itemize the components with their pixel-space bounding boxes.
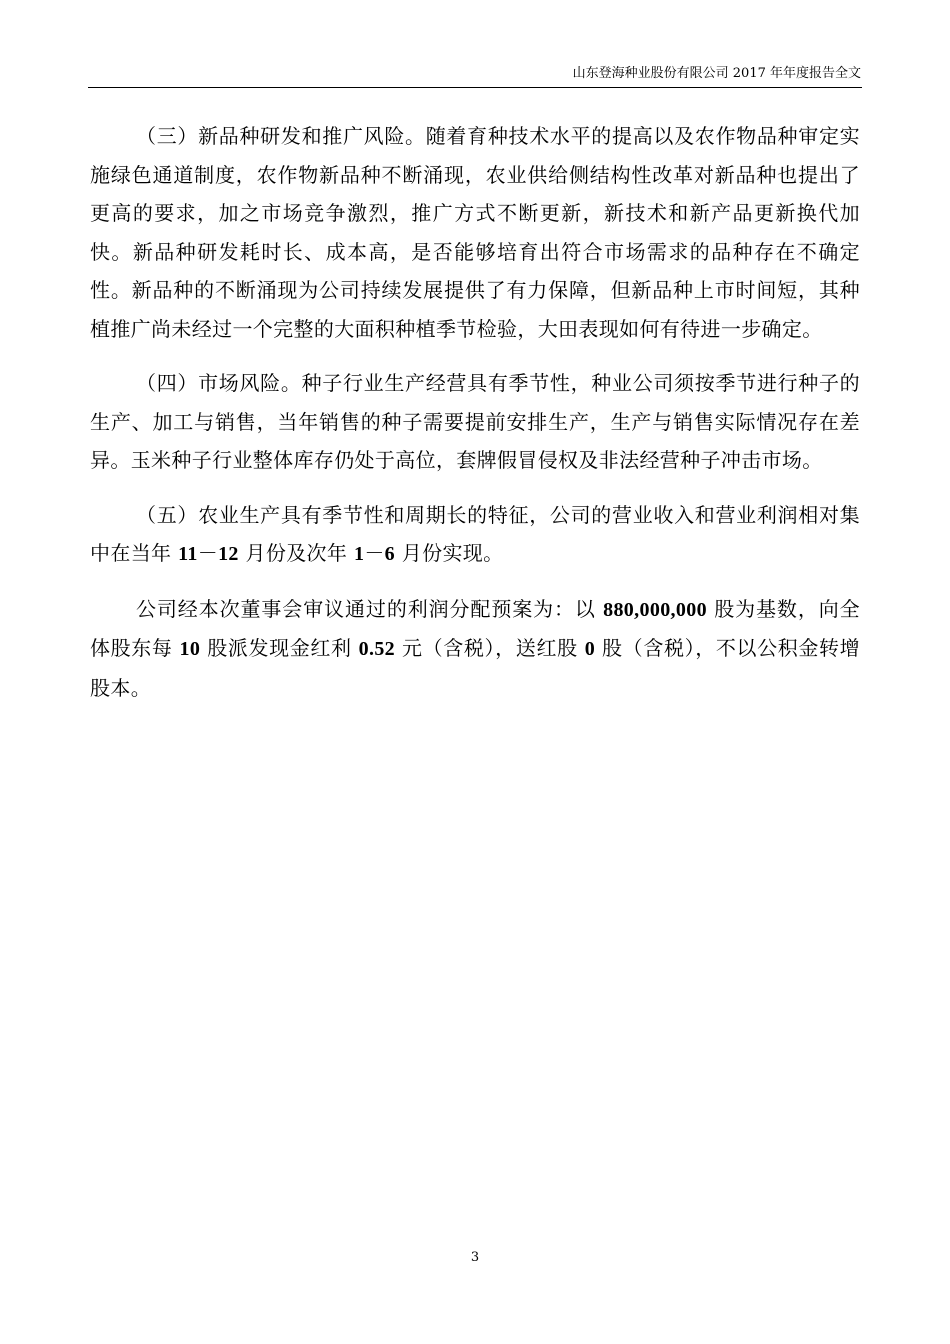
paragraph-profit-distribution bbox=[90, 590, 860, 708]
text-segment: 股为基数，向全体股东每 bbox=[90, 596, 860, 660]
text-segment: 股派发现金红利 bbox=[200, 636, 359, 660]
text-segment: 月份及次年 bbox=[238, 541, 354, 565]
paragraph-market-risk: （四）市场风险。种子行业生产经营具有季节性，种业公司须按季节进行种子的生产、加工与销售，当年销售的种子需要提前安排生产，生产与销售实际情况存在差异。玉米种子行业整体库存仍处于高位，套牌假冒侵权及非法经营种子冲击市场。 bbox=[90, 371, 860, 472]
header-divider bbox=[88, 87, 862, 88]
number: 1 bbox=[353, 543, 365, 565]
number: 0 bbox=[584, 638, 596, 660]
number: 10 bbox=[179, 638, 201, 660]
dash: － bbox=[197, 541, 219, 565]
text-segment: 股（含税），不以公积金转增股本。 bbox=[90, 636, 860, 700]
body-text bbox=[90, 117, 860, 723]
text-segment: （五）农业生产具有季节性和周期长的特征，公司的营业收入和营业利润相对集中在当年 bbox=[90, 502, 860, 565]
dash: － bbox=[364, 541, 385, 565]
page-number: 3 bbox=[470, 1250, 480, 1265]
number: 6 bbox=[384, 543, 396, 565]
number: 0.52 bbox=[358, 638, 396, 660]
paragraph-new-variety-risk: （三）新品种研发和推广风险。随着育种技术水平的提高以及农作物品种审定实施绿色通道制度，农作物新品种不断涌现，农业供给侧结构性改革对新品种也提出了更高的要求，加之市场竞争激烈，推广方式不断更新，新技术和新产品更新换代加快。新品种研发耗时长、成本高，是否能够培育出符合市场需求的品种存在不确定性。新品种的不断涌现为公司持续发展提供了有力保障，但新品种上市时间短，其种植推广尚未经过一个完整的大面积种植季节检验，大田表现如何有待进一步确定。 bbox=[90, 124, 860, 341]
text-segment: 元（含税），送红股 bbox=[395, 636, 585, 660]
paragraph-seasonality bbox=[90, 496, 860, 574]
text-segment: 月份实现。 bbox=[395, 541, 504, 565]
text-segment: 公司经本次董事会审议通过的利润分配预案为：以 bbox=[136, 596, 604, 621]
number: 880,000,000 bbox=[603, 598, 707, 621]
number: 12 bbox=[218, 543, 239, 565]
page-header: 山东登海种业股份有限公司 2017 年年度报告全文 bbox=[572, 66, 861, 81]
number: 11 bbox=[178, 543, 198, 565]
